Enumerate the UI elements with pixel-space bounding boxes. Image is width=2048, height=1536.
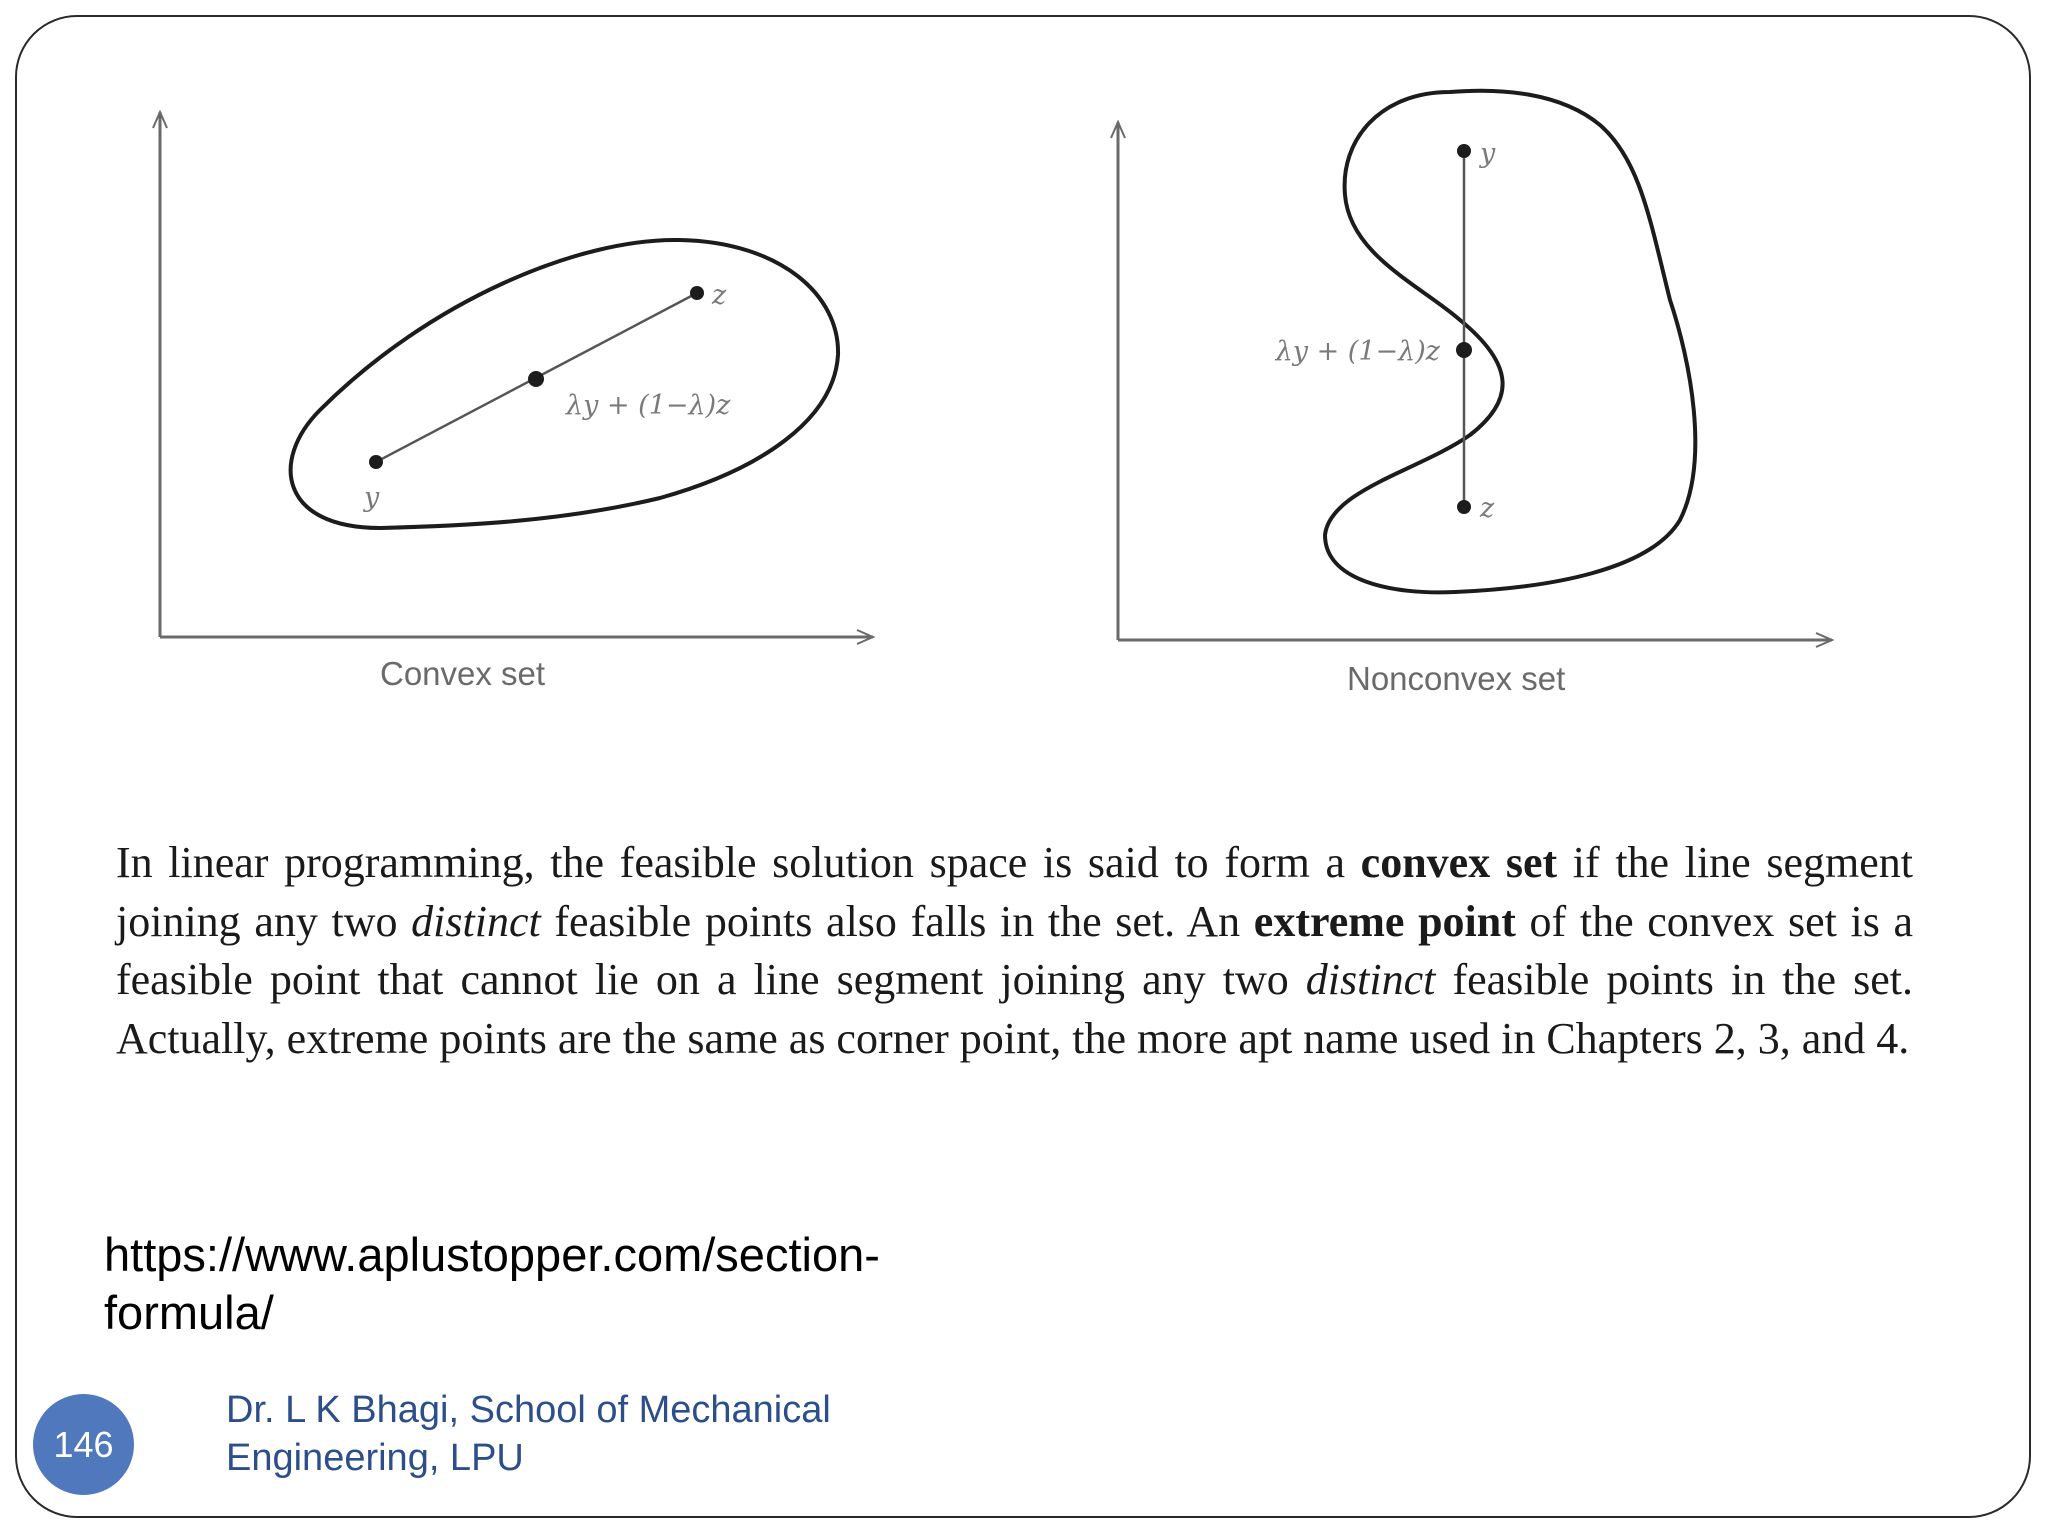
- para-text-3: feasible points also falls in the set. An: [540, 896, 1254, 946]
- para-text-2: if the line segment joining any two: [116, 838, 1913, 946]
- convex-point-z: [690, 286, 704, 300]
- para-text-4: of the convex set is a feasible point that cannot lie on a line segment joining any two: [116, 896, 1914, 1004]
- source-url: https://www.aplustopper.com/section-formula/: [104, 1228, 880, 1339]
- convex-label-z: z: [712, 280, 727, 311]
- convex-point-y: [369, 455, 383, 469]
- nonconvex-set-panel: [1118, 91, 1832, 697]
- convex-set-panel: [160, 112, 873, 692]
- para-text-1: In linear programming, the feasible solution space is said to form a: [116, 838, 1361, 887]
- term-convex-set: convex set: [1360, 838, 1558, 887]
- convex-label-mid: λy + (1−λ)z: [566, 390, 731, 421]
- nonconvex-caption: Nonconvex set: [1347, 660, 1566, 697]
- emph-distinct-1: distinct: [411, 896, 541, 946]
- page-number-badge: 146: [33, 1394, 134, 1495]
- nonconvex-point-z: [1457, 500, 1471, 514]
- definition-paragraph: [116, 834, 1913, 1068]
- convex-point-mid: [528, 371, 544, 387]
- nonconvex-label-mid: λy + (1−λ)z: [1275, 336, 1440, 367]
- term-extreme-point: extreme point: [1253, 896, 1516, 946]
- convex-caption: Convex set: [380, 655, 546, 692]
- nonconvex-label-y: y: [1480, 138, 1496, 169]
- nonconvex-label-z: z: [1480, 493, 1495, 524]
- author-credit: Dr. L K Bhagi, School of Mechanical Engineering, LPU: [226, 1389, 831, 1479]
- convex-label-y: y: [364, 482, 380, 513]
- para-text-5: feasible points in the set. Actually, extreme points are the same as corner point, the more apt name used in Chapters 2, 3, and 4.: [116, 955, 1913, 1063]
- emph-distinct-2: distinct: [1305, 955, 1436, 1004]
- nonconvex-point-mid: [1456, 342, 1472, 358]
- nonconvex-point-y: [1457, 144, 1471, 158]
